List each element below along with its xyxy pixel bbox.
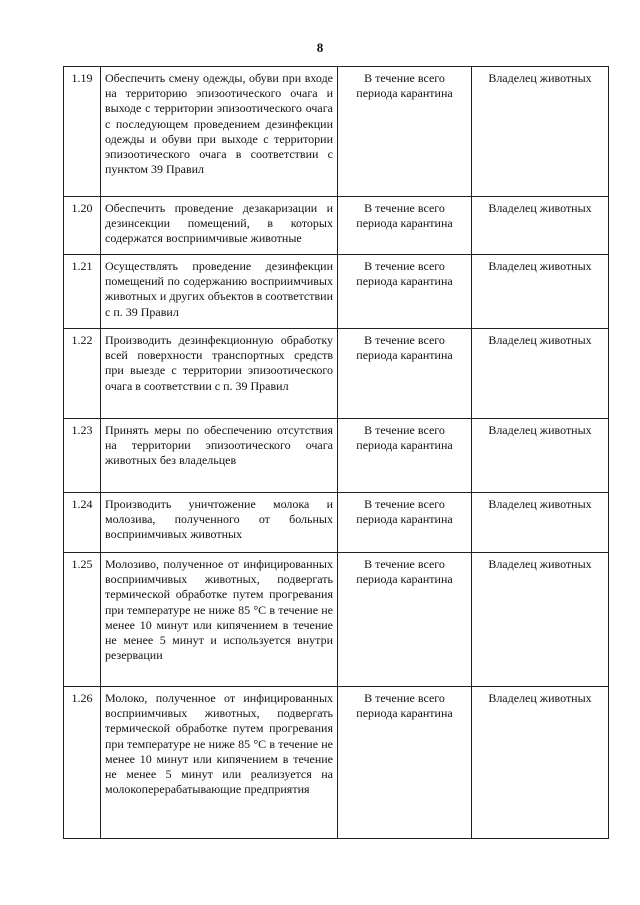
row-number: 1.23 — [64, 419, 101, 493]
row-number: 1.22 — [64, 329, 101, 419]
row-description: Молозиво, полученное от инфицированных восприимчивых животных, подвергать термической обработке путем прогревания при температуре не ниже 85 °С в течение не менее 10 минут или кипячением в течение не менее 5 минут и используется внутри резервации — [101, 553, 338, 687]
row-responsible: Владелец животных — [472, 67, 609, 197]
table-row — [64, 329, 609, 419]
row-responsible: Владелец животных — [472, 197, 609, 255]
row-term: В течение всего периода карантина — [338, 255, 472, 329]
row-term: В течение всего периода карантина — [338, 329, 472, 419]
row-number: 1.26 — [64, 687, 101, 839]
row-number: 1.24 — [64, 493, 101, 553]
table-row — [64, 197, 609, 255]
row-term: В течение всего периода карантина — [338, 419, 472, 493]
row-number: 1.21 — [64, 255, 101, 329]
row-description: Молоко, полученное от инфицированных восприимчивых животных, подвергать термической обработке путем прогревания при температуре не ниже 85 °С в течение не менее 10 минут или кипячением в течение не менее 5 минут или реализуется на молокоперерабатывающие предприятия — [101, 687, 338, 839]
table-row — [64, 493, 609, 553]
row-responsible: Владелец животных — [472, 419, 609, 493]
table-row — [64, 419, 609, 493]
page-number: 8 — [316, 40, 324, 55]
row-number: 1.20 — [64, 197, 101, 255]
row-term: В течение всего периода карантина — [338, 687, 472, 839]
row-number: 1.19 — [64, 67, 101, 197]
row-number: 1.25 — [64, 553, 101, 687]
row-responsible: Владелец животных — [472, 255, 609, 329]
measures-table — [63, 66, 609, 839]
row-responsible: Владелец животных — [472, 553, 609, 687]
row-term: В течение всего периода карантина — [338, 197, 472, 255]
row-description: Обеспечить проведение дезакаризации и дезинсекции помещений, в которых содержатся восприимчивые животные — [101, 197, 338, 255]
row-responsible: Владелец животных — [472, 329, 609, 419]
row-responsible: Владелец животных — [472, 687, 609, 839]
table-row — [64, 255, 609, 329]
table-row — [64, 553, 609, 687]
row-responsible: Владелец животных — [472, 493, 609, 553]
row-description: Принять меры по обеспечению отсутствия на территории эпизоотического очага животных без владельцев — [101, 419, 338, 493]
row-description: Осуществлять проведение дезинфекции помещений по содержанию восприимчивых животных и других объектов в соответствии с п. 39 Правил — [101, 255, 338, 329]
row-term: В течение всего периода карантина — [338, 553, 472, 687]
row-term: В течение всего периода карантина — [338, 493, 472, 553]
table-row — [64, 67, 609, 197]
row-description: Производить дезинфекционную обработку всей поверхности транспортных средств при выезде с территории эпизоотического очага в соответствии с п. 39 Правил — [101, 329, 338, 419]
table-row — [64, 687, 609, 839]
row-description: Производить уничтожение молока и молозива, полученного от больных восприимчивых животных — [101, 493, 338, 553]
row-term: В течение всего периода карантина — [338, 67, 472, 197]
row-description: Обеспечить смену одежды, обуви при входе на территорию эпизоотического очага и выходе с территории эпизоотического очага с последующем проведением дезинфекции одежды и обуви при выходе с территории эпизоотического очага в соответствии с пунктом 39 Правил — [101, 67, 338, 197]
